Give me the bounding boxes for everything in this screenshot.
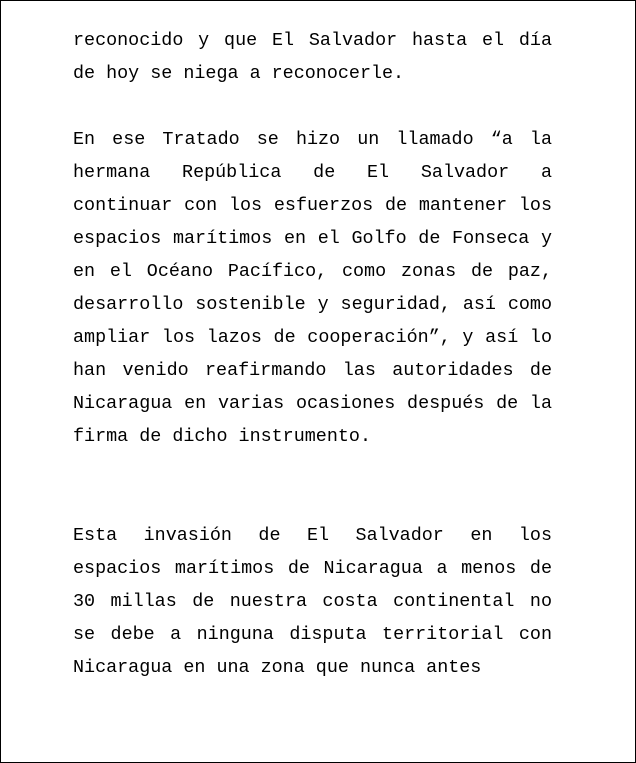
paragraph-1: reconocido y que El Salvador hasta el día de hoy se niega a reconocerle.	[73, 30, 552, 84]
paragraph-3: Esta invasión de El Salvador en los espacios marítimos de Nicaragua a menos de 30 millas de nuestra costa continental no se debe a ninguna disputa territorial con Nicaragua en una zona que nunca antes	[73, 525, 552, 678]
paragraph-2: En ese Tratado se hizo un llamado “a la hermana República de El Salvador a continuar con los esfuerzos de mantener los espacios marítimos en el Golfo de Fonseca y en el Océano Pacífico, como zonas de paz, desarrollo sostenible y seguridad, así como ampliar los lazos de cooperación”, y así lo han venido reafirmando las autoridades de Nicaragua en varias ocasiones después de la firma de dicho instrumento.	[73, 129, 552, 447]
